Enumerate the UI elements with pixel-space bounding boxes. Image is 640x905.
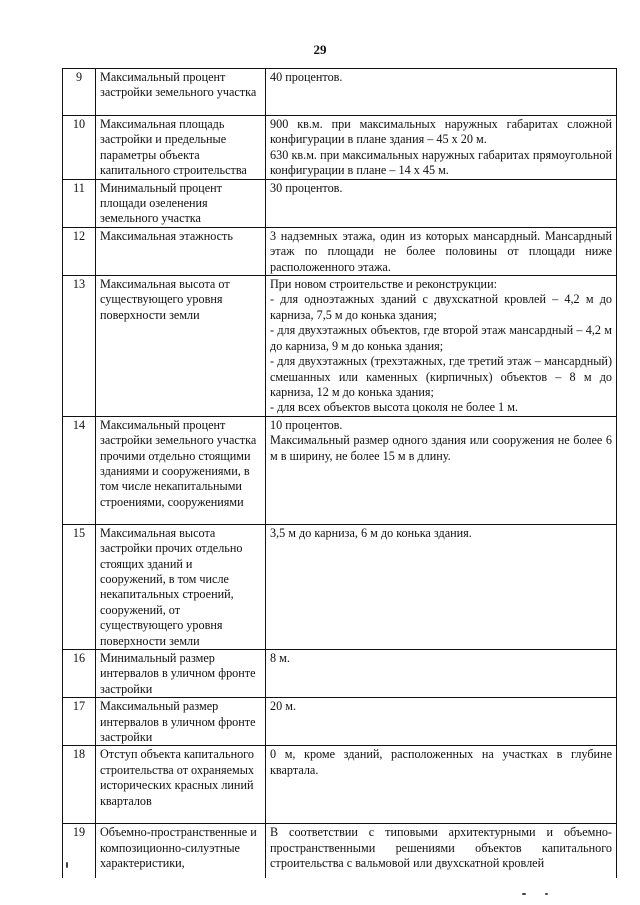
value-paragraph: 3,5 м до карниза, 6 м до конька здания. — [270, 525, 472, 540]
table-row — [63, 698, 617, 746]
regulations-table — [62, 68, 617, 878]
table-row — [63, 524, 617, 649]
value-paragraph: - для всех объектов высота цоколя не более 1 м. — [270, 400, 518, 415]
parameter-value — [266, 824, 617, 878]
parameter-name: Отступ объекта капитального строительства от охраняемых исторических красных линий кварталов — [96, 746, 266, 824]
row-number: 15 — [63, 524, 96, 649]
row-number: 9 — [63, 69, 96, 116]
scan-speck — [66, 862, 68, 868]
value-paragraph: 3 надземных этажа, один из которых мансардный. Мансардный этаж по площади не более половины от площади ниже расположенного этажа. — [270, 228, 612, 274]
value-paragraph: 30 процентов. — [270, 180, 343, 195]
value-paragraph: 20 м. — [270, 699, 296, 714]
parameter-value — [266, 524, 617, 649]
value-paragraph: 8 м. — [270, 650, 290, 665]
parameter-name: Максимальная этажность — [96, 227, 266, 275]
value-paragraph: - для двухэтажных (трехэтажных, где третий этаж – мансардный) смешанных или каменных (кирпичных) объектов – 8 м до карниза, 12 м до конька здания; — [270, 354, 612, 399]
value-paragraph: 40 процентов. — [270, 70, 343, 84]
row-number: 10 — [63, 116, 96, 180]
parameter-name: Максимальная высота застройки прочих отдельно стоящих зданий и сооружений, в том числе некапитальных строений, сооружений, от существующего уровня поверхности земли — [96, 524, 266, 649]
parameter-value — [266, 179, 617, 227]
value-paragraph: 900 кв.м. при максимальных наружных габаритах сложной конфигурации в плане здания – 45 х 20 м. — [270, 117, 612, 147]
table-row — [63, 179, 617, 227]
table-row — [63, 649, 617, 697]
table-row — [63, 69, 617, 116]
value-paragraph: При новом строительстве и реконструкции: — [270, 277, 497, 292]
row-number: 17 — [63, 698, 96, 746]
parameter-name: Максимальный размер интервалов в уличном фронте застройки — [96, 698, 266, 746]
page-number: 29 — [313, 42, 327, 57]
parameter-value — [266, 69, 617, 116]
value-paragraph: Максимальный размер одного здания или сооружения не более 6 м в ширину, не более 15 м в длину. — [270, 433, 612, 463]
parameter-name: Объемно-пространственные и композиционно-силуэтные характеристики, — [96, 824, 266, 878]
parameter-value — [266, 276, 617, 417]
value-paragraph: - для одноэтажных зданий с двухскатной кровлей – 4,2 м до карниза, 7,5 м до конька здания; — [270, 292, 612, 322]
parameter-value — [266, 649, 617, 697]
row-number: 11 — [63, 179, 96, 227]
parameter-name: Минимальный размер интервалов в уличном фронте застройки — [96, 649, 266, 697]
parameter-value — [266, 698, 617, 746]
value-paragraph: 0 м, кроме зданий, расположенных на участках в глубине квартала. — [270, 747, 612, 777]
row-number: 16 — [63, 649, 96, 697]
row-number: 13 — [63, 276, 96, 417]
table-row — [63, 227, 617, 275]
table-row — [63, 416, 617, 524]
value-paragraph: В соответствии с типовыми архитектурными и объемно-пространственными решениями объектов капитального строительства с вальмовой или двухскатной кровлей — [270, 825, 612, 871]
row-number: 19 — [63, 824, 96, 878]
value-paragraph: 630 кв.м. при максимальных наружных габаритах прямоугольной конфигурации в плане – 14 х 45 м. — [270, 147, 612, 178]
value-paragraph: 10 процентов. — [270, 417, 343, 432]
scan-speck — [522, 893, 526, 895]
parameter-value — [266, 116, 617, 180]
table-row — [63, 276, 617, 417]
row-number: 12 — [63, 227, 96, 275]
scan-speck — [545, 893, 548, 895]
parameter-value — [266, 746, 617, 824]
parameter-name: Максимальный процент застройки земельного участка прочими отдельно стоящими зданиями и сооружениями, в том числе некапитальными строениями, сооружениями — [96, 416, 266, 524]
table-row — [63, 746, 617, 824]
parameter-name: Минимальный процент площади озеленения земельного участка — [96, 179, 266, 227]
row-number: 18 — [63, 746, 96, 824]
parameter-name: Максимальная высота от существующего уровня поверхности земли — [96, 276, 266, 417]
parameter-name: Максимальный процент застройки земельного участка — [96, 69, 266, 116]
value-paragraph: - для двухэтажных объектов, где второй этаж мансардный – 4,2 м до карниза, 9 м до конька здания; — [270, 323, 612, 353]
parameter-value — [266, 227, 617, 275]
row-number: 14 — [63, 416, 96, 524]
table-row — [63, 824, 617, 878]
parameter-value — [266, 416, 617, 524]
table-row — [63, 116, 617, 180]
parameter-name: Максимальная площадь застройки и предельные параметры объекта капитального строительства — [96, 116, 266, 180]
